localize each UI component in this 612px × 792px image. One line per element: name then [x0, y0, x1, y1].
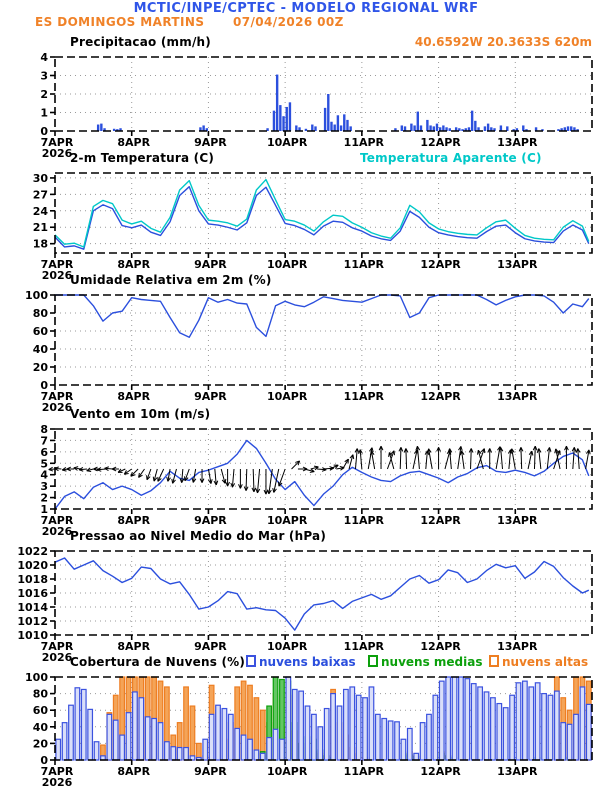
precip-bar [337, 115, 339, 131]
precip-bar [311, 125, 313, 131]
cloud-bar [574, 714, 579, 760]
cloud-bar [567, 724, 572, 760]
precip-bar [343, 114, 345, 131]
cloud-bar [241, 735, 246, 760]
axis-label: 80 [32, 687, 48, 701]
cloud-bar [529, 687, 534, 760]
cloud-bar [369, 687, 374, 760]
precipitation-plot [40, 51, 592, 160]
precip-bar [330, 122, 332, 131]
axis-label: 11APR [343, 136, 385, 149]
axis-label: 60 [32, 325, 48, 338]
axis-label: 12APR [420, 640, 461, 653]
axis-label: 12APR [420, 514, 461, 527]
orange-bar-icon [489, 655, 499, 667]
panel-title-humidity: Umidade Relativa em 2m (%) [70, 273, 272, 287]
axis-label: 27 [32, 188, 48, 202]
cloud-bar [561, 723, 566, 760]
blue-line [55, 558, 589, 630]
cloud-bar [337, 706, 342, 760]
axis-label: 10APR [266, 136, 308, 149]
axis-label: 7APR [40, 390, 74, 403]
cloud-bar [491, 698, 496, 760]
cloud-bar [177, 748, 182, 760]
cloud-bar [452, 677, 457, 760]
axis-label: 1 [40, 503, 48, 516]
axis-label: 8APR [117, 258, 151, 271]
run-datetime: 07/04/2026 00Z [233, 15, 344, 29]
temperature-plot [33, 172, 592, 282]
precip-bar [429, 125, 431, 131]
axis-label: 5 [40, 457, 48, 471]
precip-bar [279, 105, 281, 131]
wind-arrows [49, 446, 590, 494]
axis-label: 9APR [194, 514, 227, 527]
axis-label: 6 [40, 445, 48, 459]
legend-nuvens-altas: nuvens altas [489, 655, 588, 669]
axis-label: 100 [25, 289, 48, 302]
axis-label: 3 [40, 69, 48, 83]
precip-bar [410, 124, 412, 131]
cloud-bar [216, 705, 221, 760]
precip-bar [442, 125, 444, 131]
axis-label: 4 [40, 51, 48, 64]
station-coordinates: 40.6592W 20.3633S 620m [414, 35, 592, 49]
precip-bar [417, 112, 419, 131]
legend-nuvens-medias: nuvens medias [368, 655, 483, 669]
axis-label: 60 [32, 704, 48, 718]
axis-label: 0 [40, 754, 48, 767]
axis-label: 7APR [40, 765, 74, 778]
cloud-bar [133, 692, 138, 760]
axis-label: 13APR [497, 640, 538, 653]
cloud-bar [446, 677, 451, 760]
axis-label: 11APR [343, 514, 385, 527]
precip-bar [413, 125, 415, 131]
cloud-bar [126, 713, 131, 760]
cloud-bar [305, 706, 310, 760]
axis-label: 12APR [420, 765, 461, 778]
axis-label: 2026 [41, 525, 73, 538]
precip-bar [295, 125, 297, 131]
axis-label: 9APR [194, 640, 227, 653]
axis-label: 8APR [117, 136, 151, 149]
precip-bar [449, 128, 451, 131]
cloud-bar [229, 714, 234, 760]
cloud-bar [292, 689, 297, 760]
cloud-bar [382, 719, 387, 761]
precip-bar [487, 124, 489, 131]
cloud-bar [439, 681, 444, 760]
legend-nuvens-baixas: nuvens baixas [246, 655, 356, 669]
green-bar-icon [368, 655, 378, 667]
precip-bar [276, 75, 278, 131]
axis-label: 12APR [420, 258, 461, 271]
precip-bar [289, 102, 291, 131]
axis-label: 13APR [497, 258, 538, 271]
cloud-bar [471, 684, 476, 760]
cloud-bar [158, 723, 163, 760]
cloud-bar [267, 738, 272, 760]
axis-label: 13APR [497, 765, 538, 778]
axis-label: 8 [40, 423, 48, 436]
axis-label: 30 [32, 171, 48, 185]
cloud-bar [145, 717, 150, 760]
axis-label: 8APR [117, 765, 151, 778]
axis-label: 10APR [266, 765, 308, 778]
precip-bar [282, 116, 284, 131]
cloud-bar [299, 691, 304, 760]
axis-label: 9APR [194, 258, 227, 271]
axis-label: 8APR [117, 640, 151, 653]
precip-bar [436, 124, 438, 131]
cloud-bar [331, 694, 336, 760]
axis-label: 9APR [194, 136, 227, 149]
cloud-bar [107, 714, 112, 760]
axis-label: 2026 [41, 147, 73, 160]
cloud-bar [401, 739, 406, 760]
axis-label: 13APR [497, 514, 538, 527]
cloud-bar [324, 709, 329, 760]
cloud-bar [484, 692, 489, 760]
cloud-bar [376, 714, 381, 760]
axis-label: 1012 [17, 615, 48, 628]
pressure-plot [17, 545, 592, 664]
precip-bar [333, 125, 335, 131]
cloud-bar [280, 739, 285, 760]
cloud-bar [69, 705, 74, 760]
precip-bar [327, 94, 329, 131]
axis-label: 2026 [41, 269, 73, 282]
axis-label: 21 [32, 221, 48, 235]
axis-label: 11APR [343, 258, 385, 271]
axis-label: 10APR [266, 514, 308, 527]
cloud-bar [94, 742, 99, 760]
cloud-bar [209, 714, 214, 760]
precip-bar [522, 125, 524, 131]
cyan-line [55, 180, 589, 247]
axis-label: 1014 [17, 601, 48, 614]
panel-title-wind: Vento em 10m (m/s) [70, 407, 211, 421]
axis-label: 9APR [194, 765, 227, 778]
cloud-bar [395, 722, 400, 760]
axis-label: 18 [32, 237, 48, 251]
precip-bar [100, 124, 102, 131]
axis-label: 20 [32, 361, 48, 374]
precip-bar [471, 111, 473, 131]
panel-title-pressure: Pressao ao Nivel Medio do Mar (hPa) [70, 529, 327, 543]
cloud-bar [273, 729, 278, 760]
cloud-bar [139, 698, 144, 760]
axis-label: 12APR [420, 390, 461, 403]
precip-bar [401, 125, 403, 131]
axis-label: 13APR [497, 136, 538, 149]
axis-label: 20 [32, 737, 48, 751]
axis-label: 4 [40, 468, 48, 482]
precip-bar [305, 129, 307, 131]
precip-bar [340, 125, 342, 131]
blue-bar-icon [246, 655, 256, 667]
cloud-bar [356, 695, 361, 760]
cloud-bar [478, 687, 483, 760]
cloud-bar [62, 723, 67, 760]
cloud-bar [286, 677, 291, 760]
cloud-bar [81, 689, 86, 760]
axis-label: 1018 [17, 573, 48, 586]
cloud-bar [363, 698, 368, 760]
axis-label: 1010 [17, 629, 48, 642]
relative-humidity-plot [25, 289, 592, 414]
cloud-bar [184, 748, 189, 760]
precip-bar [500, 125, 502, 131]
precip-bar [346, 120, 348, 131]
precip-bar [202, 125, 204, 131]
wind-plot [40, 423, 592, 538]
cloud-bar [388, 721, 393, 760]
axis-label: 7APR [40, 640, 74, 653]
cloud-bar [152, 719, 157, 761]
cloud-bar [248, 739, 253, 760]
cloud-bar [465, 679, 470, 760]
axis-label: 40 [32, 343, 48, 356]
axis-label: 9APR [194, 390, 227, 403]
cloud-bar [235, 728, 240, 760]
panel-title-cloud-cover: Cobertura de Nuvens (%) [70, 655, 246, 669]
blue-line [55, 187, 589, 249]
cloud-bar [535, 683, 540, 760]
axis-label: 8APR [117, 390, 151, 403]
axis-label: 12APR [420, 136, 461, 149]
panel-title-temperature: 2-m Temperatura (C) [70, 151, 215, 165]
precip-bar [567, 126, 569, 131]
axis-label: 11APR [343, 640, 385, 653]
precip-bar [474, 121, 476, 131]
cloud-bar [542, 694, 547, 760]
axis-label: 7APR [40, 258, 74, 271]
axis-label: 2026 [41, 401, 73, 414]
cloud-bar [408, 728, 413, 760]
cloud-bar [459, 677, 464, 760]
axis-label: 3 [40, 480, 48, 494]
axis-label: 1020 [17, 559, 48, 572]
axis-label: 40 [32, 720, 48, 734]
cloud-bar [56, 739, 61, 760]
precip-bar [484, 126, 486, 131]
cloud-bar [497, 704, 502, 760]
axis-label: 11APR [343, 390, 385, 403]
precip-bar [420, 125, 422, 131]
axis-label: 2 [40, 491, 48, 505]
cloud-bar [254, 750, 259, 760]
cloud-bar [190, 706, 195, 760]
station-name: ES DOMINGOS MARTINS [35, 15, 205, 29]
model-title: MCTIC/INPE/CPTEC - MODELO REGIONAL WRF [133, 1, 479, 16]
precip-bar [324, 108, 326, 131]
axis-label: 0 [40, 125, 48, 138]
axis-label: 1016 [17, 587, 48, 600]
axis-label: 1022 [17, 545, 48, 558]
axis-label: 8APR [117, 514, 151, 527]
axis-label: 2026 [41, 651, 73, 664]
axis-label: 10APR [266, 258, 308, 271]
cloud-bar [587, 704, 592, 760]
legend-temperatura-aparente: Temperatura Aparente (C) [360, 151, 542, 165]
axis-label: 10APR [266, 640, 308, 653]
panel-title-precipitation: Precipitacao (mm/h) [70, 35, 211, 49]
axis-label: 10APR [266, 390, 308, 403]
cloud-bar [503, 708, 508, 760]
cloud-bar [580, 687, 585, 760]
cloud-bar [318, 727, 323, 760]
axis-label: 7 [40, 434, 48, 448]
cloud-bar [433, 695, 438, 760]
cloud-bar [420, 723, 425, 760]
cloud-bar [523, 681, 528, 760]
cloud-bar [171, 747, 176, 760]
cloud-bar [203, 739, 208, 760]
axis-label: 100 [25, 671, 48, 684]
axis-label: 24 [32, 204, 48, 218]
axis-label: 80 [32, 307, 48, 320]
precip-bar [426, 120, 428, 131]
cloud-bar [88, 709, 93, 760]
cloud-bar [427, 714, 432, 760]
axis-label: 13APR [497, 390, 538, 403]
cloud-bar [165, 742, 170, 760]
cloud-bar [312, 714, 317, 760]
precip-bar [97, 125, 99, 131]
axis-label: 7APR [40, 514, 74, 527]
cloud-bar [344, 689, 349, 760]
axis-label: 1 [40, 106, 48, 120]
axis-label: 7APR [40, 136, 74, 149]
precip-bar [286, 107, 288, 131]
cloud-cover-plot [25, 671, 592, 789]
precip-bar [273, 111, 275, 131]
axis-label: 0 [40, 379, 48, 392]
cloud-bar [548, 695, 553, 760]
cloud-bar [222, 709, 227, 760]
cloud-bar [516, 683, 521, 760]
precip-bar [113, 129, 115, 131]
axis-label: 11APR [343, 765, 385, 778]
cloud-bar [75, 688, 80, 760]
cloud-bar [113, 720, 118, 760]
cloud-bar [120, 735, 125, 760]
cloud-bar [414, 753, 419, 760]
axis-label: 2 [40, 88, 48, 101]
cloud-bar [350, 687, 355, 760]
cloud-bar [555, 691, 560, 760]
axis-label: 2026 [41, 776, 73, 789]
cloud-bar [510, 695, 515, 760]
cloud-bar [260, 753, 265, 760]
